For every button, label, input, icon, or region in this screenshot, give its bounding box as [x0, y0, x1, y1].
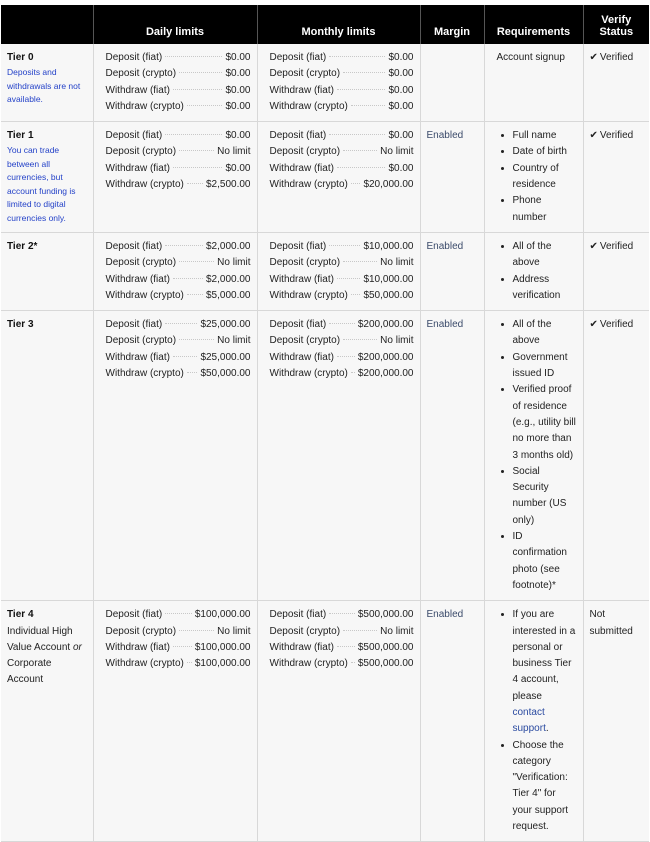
tier-name: Tier 4	[7, 609, 34, 621]
limit-label: Withdraw (crypto)	[105, 658, 184, 670]
limit-label: Withdraw (fiat)	[269, 162, 334, 174]
limit-value: $0.00	[388, 100, 414, 112]
limit-label: Withdraw (crypto)	[269, 289, 348, 301]
verify-status-cell	[583, 122, 649, 233]
limit-label: Withdraw (fiat)	[105, 162, 170, 174]
limit-row	[264, 317, 414, 333]
table-row-tier-0	[1, 44, 649, 122]
status-text: Verified	[599, 319, 634, 331]
requirements-list	[491, 317, 577, 594]
limit-label: Deposit (fiat)	[105, 130, 163, 142]
limit-label: Deposit (fiat)	[269, 240, 327, 252]
limit-value: $100,000.00	[194, 641, 251, 653]
limit-row	[264, 239, 414, 255]
limit-row	[100, 66, 251, 82]
limit-value: No limit	[217, 257, 251, 269]
limit-value: $10,000.00	[363, 240, 414, 252]
limit-value: $500,000.00	[357, 609, 414, 621]
limit-label: Withdraw (crypto)	[269, 100, 348, 112]
tier-name: Tier 1	[7, 130, 34, 142]
limit-value: $0.00	[388, 52, 414, 63]
tier-cell	[1, 232, 93, 310]
requirement-item: • Date of birth	[513, 144, 577, 160]
limit-row	[100, 366, 251, 382]
limit-value: $25,000.00	[200, 319, 251, 331]
header-monthly-limits: Monthly limits	[257, 5, 420, 44]
margin-cell	[420, 44, 484, 122]
limit-value: $25,000.00	[200, 351, 251, 363]
limit-value: $0.00	[225, 130, 251, 142]
limit-row	[264, 350, 414, 366]
limit-label: Deposit (crypto)	[269, 335, 341, 347]
limit-value: $50,000.00	[200, 368, 251, 380]
requirement-item: • Verified proof of residence (e.g., utility bill no more than 3 months old)	[513, 382, 577, 463]
table-row-tier-4	[1, 601, 649, 842]
header-tier	[1, 5, 93, 44]
requirements-list	[491, 128, 577, 226]
limit-label: Deposit (fiat)	[105, 319, 163, 331]
monthly-limits-cell	[257, 601, 420, 842]
limit-label: Withdraw (fiat)	[269, 641, 334, 653]
limit-value: $20,000.00	[363, 179, 414, 191]
requirement-item: • Country of residence	[513, 161, 577, 194]
limit-value: $0.00	[225, 52, 251, 63]
limit-row	[100, 161, 251, 177]
margin-cell: Enabled	[420, 122, 484, 233]
limit-label: Withdraw (crypto)	[105, 179, 184, 191]
limit-row	[264, 66, 414, 82]
limit-row	[100, 350, 251, 366]
daily-limits-cell	[93, 601, 257, 842]
limit-value: No limit	[217, 625, 251, 637]
header-requirements: Requirements	[484, 5, 583, 44]
check-icon: ✔	[589, 319, 598, 331]
limit-value: No limit	[217, 146, 251, 158]
verify-status-cell	[583, 232, 649, 310]
limit-row	[100, 624, 251, 640]
limit-value: $0.00	[388, 68, 414, 80]
margin-cell: Enabled	[420, 232, 484, 310]
limit-value: $10,000.00	[363, 273, 414, 285]
limit-value: $2,000.00	[206, 240, 251, 252]
header-verify-status: Verify Status	[583, 5, 649, 44]
requirement-item: • Full name	[513, 128, 577, 144]
limit-value: $2,500.00	[206, 179, 251, 191]
limit-row	[100, 656, 251, 672]
monthly-limits-cell	[257, 44, 420, 122]
requirements-cell	[484, 601, 583, 842]
verify-status-cell	[583, 601, 649, 842]
requirement-item: • Address verification	[513, 272, 577, 305]
requirement-item: • ID confirmation photo (see footnote)*	[513, 529, 577, 594]
limit-value: $0.00	[225, 162, 251, 174]
limit-row	[264, 333, 414, 349]
requirements-cell	[484, 122, 583, 233]
margin-cell: Enabled	[420, 311, 484, 601]
limit-value: $100,000.00	[194, 609, 251, 621]
limit-label: Deposit (fiat)	[269, 319, 327, 331]
header-daily-limits: Daily limits	[93, 5, 257, 44]
daily-limits-cell	[93, 122, 257, 233]
requirement-item: • Social Security number (US only)	[513, 464, 577, 529]
requirement-item: • If you are interested in a personal or business Tier 4 account, please contact support.	[513, 607, 577, 737]
limit-value: $50,000.00	[363, 289, 414, 301]
limit-row	[264, 161, 414, 177]
limit-row	[100, 83, 251, 99]
limit-row	[264, 255, 414, 271]
verify-status-cell	[583, 311, 649, 601]
table-row-tier-2	[1, 232, 649, 310]
tier-note: You can trade between all currencies, but account funding is limited to digital currencies only.	[7, 145, 76, 223]
requirement-item: • All of the above	[513, 239, 577, 272]
check-icon: ✔	[589, 240, 598, 252]
limit-row	[100, 99, 251, 115]
requirement-item: • All of the above	[513, 317, 577, 350]
limit-row	[264, 366, 414, 382]
status-text: Not submitted	[589, 609, 633, 637]
limit-label: Deposit (fiat)	[105, 240, 163, 252]
daily-limits-cell	[93, 232, 257, 310]
limit-label: Withdraw (crypto)	[105, 100, 184, 112]
daily-limits-cell	[93, 44, 257, 122]
limit-label: Deposit (crypto)	[105, 68, 177, 80]
tier-cell	[1, 44, 93, 122]
requirement-item: • Phone number	[513, 193, 577, 226]
limit-value: $0.00	[225, 84, 251, 96]
limit-label: Withdraw (fiat)	[269, 351, 334, 363]
limit-value: $0.00	[388, 130, 414, 142]
margin-cell: Enabled	[420, 601, 484, 842]
limit-row	[100, 288, 251, 304]
account-limits-table	[1, 5, 649, 842]
daily-limits-cell	[93, 311, 257, 601]
limit-label: Deposit (fiat)	[269, 130, 327, 142]
tier-name: Tier 2*	[7, 240, 38, 252]
limit-label: Withdraw (crypto)	[105, 289, 184, 301]
limit-row	[100, 640, 251, 656]
limit-label: Deposit (crypto)	[105, 335, 177, 347]
table-row-tier-1	[1, 122, 649, 233]
limit-value: $2,000.00	[206, 273, 251, 285]
limit-row	[264, 128, 414, 144]
tier-note: Deposits and withdrawals are not available.	[7, 67, 81, 105]
requirements-list	[491, 607, 577, 835]
limit-row	[264, 640, 414, 656]
limit-row	[264, 99, 414, 115]
limit-label: Withdraw (crypto)	[269, 658, 348, 670]
limit-value: No limit	[217, 335, 251, 347]
contact-support-link[interactable]: contact support	[512, 706, 546, 735]
tier-cell	[1, 311, 93, 601]
limit-label: Deposit (crypto)	[269, 625, 341, 637]
verify-status-cell	[583, 44, 649, 122]
limit-label: Withdraw (fiat)	[105, 351, 170, 363]
monthly-limits-cell	[257, 232, 420, 310]
limit-label: Deposit (crypto)	[105, 257, 177, 269]
limit-value: $200,000.00	[357, 319, 414, 331]
requirement-item: • Choose the category "Verification: Tier 4" for your support request.	[513, 738, 577, 836]
limit-label: Withdraw (fiat)	[269, 273, 334, 285]
limit-label: Deposit (crypto)	[269, 257, 341, 269]
limit-label: Deposit (fiat)	[105, 609, 163, 621]
limit-row	[100, 317, 251, 333]
limit-label: Deposit (crypto)	[105, 146, 177, 158]
check-icon: ✔	[589, 52, 598, 63]
requirements-cell	[484, 232, 583, 310]
limit-label: Withdraw (crypto)	[105, 368, 184, 380]
limit-row	[264, 288, 414, 304]
limit-row	[264, 83, 414, 99]
header-margin: Margin	[420, 5, 484, 44]
limit-row	[100, 144, 251, 160]
monthly-limits-cell	[257, 122, 420, 233]
limit-label: Withdraw (fiat)	[105, 273, 170, 285]
table-header-row	[1, 5, 649, 44]
table-row-tier-3	[1, 311, 649, 601]
limit-label: Deposit (crypto)	[269, 146, 341, 158]
limit-value: $0.00	[388, 84, 414, 96]
limit-label: Deposit (crypto)	[269, 68, 341, 80]
tier-name: Tier 3	[7, 319, 34, 331]
limit-row	[264, 50, 414, 66]
limit-row	[264, 624, 414, 640]
limit-row	[100, 607, 251, 623]
limit-row	[100, 272, 251, 288]
limit-row	[100, 50, 251, 66]
requirement-item: • Government issued ID	[513, 350, 577, 383]
tier-description: Individual High Value Account or Corporate Account	[7, 625, 82, 686]
status-text: Verified	[599, 52, 634, 63]
limit-label: Deposit (fiat)	[269, 52, 327, 63]
limit-label: Withdraw (crypto)	[269, 179, 348, 191]
limit-row	[100, 177, 251, 193]
limit-row	[264, 177, 414, 193]
limit-value: $0.00	[225, 100, 251, 112]
tier-cell	[1, 122, 93, 233]
limit-value: No limit	[380, 625, 414, 637]
status-text: Verified	[599, 240, 634, 252]
limit-value: No limit	[380, 335, 414, 347]
tier-cell	[1, 601, 93, 842]
limit-label: Withdraw (fiat)	[105, 84, 170, 96]
limit-row	[264, 272, 414, 288]
limit-row	[100, 333, 251, 349]
status-text: Verified	[599, 130, 634, 142]
requirements-cell	[484, 311, 583, 601]
limit-label: Deposit (crypto)	[105, 625, 177, 637]
monthly-limits-cell	[257, 311, 420, 601]
tier-name: Tier 0	[7, 52, 34, 63]
limit-value: $0.00	[388, 162, 414, 174]
limit-value: $5,000.00	[206, 289, 251, 301]
limit-row	[264, 144, 414, 160]
limit-label: Withdraw (crypto)	[269, 368, 348, 380]
limit-label: Deposit (fiat)	[105, 52, 163, 63]
limit-label: Deposit (fiat)	[269, 609, 327, 621]
limit-value: $0.00	[225, 68, 251, 80]
limit-row	[100, 255, 251, 271]
requirements-list	[491, 239, 577, 304]
limit-row	[264, 607, 414, 623]
limit-row	[100, 239, 251, 255]
limit-value: $500,000.00	[357, 658, 414, 670]
requirement-text: Account signup	[496, 52, 565, 63]
limit-value: No limit	[380, 146, 414, 158]
limit-label: Withdraw (fiat)	[269, 84, 334, 96]
limit-value: $100,000.00	[194, 658, 251, 670]
limit-value: $500,000.00	[357, 641, 414, 653]
limit-row	[264, 656, 414, 672]
limit-value: No limit	[380, 257, 414, 269]
check-icon: ✔	[589, 130, 598, 142]
requirements-cell	[484, 44, 583, 122]
limit-row	[100, 128, 251, 144]
limit-value: $200,000.00	[357, 351, 414, 363]
limit-value: $200,000.00	[357, 368, 414, 380]
limit-label: Withdraw (fiat)	[105, 641, 170, 653]
